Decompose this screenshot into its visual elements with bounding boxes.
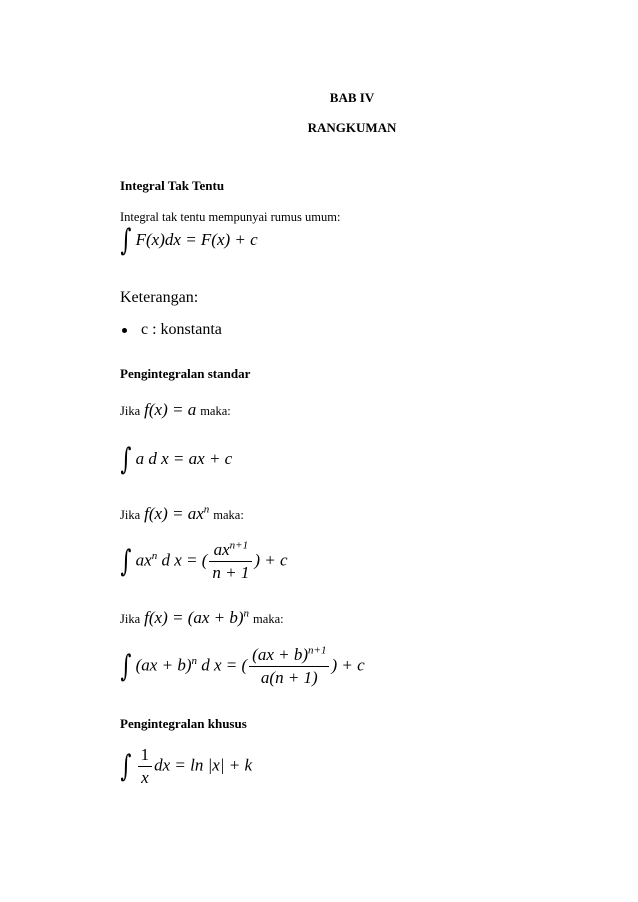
denominator: a(n + 1): [260, 668, 318, 687]
case3-condition: [120, 608, 284, 628]
rhs: ) + c: [254, 550, 288, 570]
section-heading-special: Pengintegralan khusus: [120, 716, 247, 731]
jika-label: Jika: [120, 612, 141, 626]
section-heading-standard: Pengintegralan standar: [120, 366, 251, 381]
denominator: x: [141, 768, 149, 787]
numerator: 1: [138, 745, 153, 767]
jika-label: Jika: [120, 508, 141, 522]
integral-sign-icon: ∫: [120, 442, 132, 477]
integral-sign-icon: ∫: [120, 223, 132, 258]
exponent: n: [191, 654, 197, 667]
exponent: n: [203, 503, 210, 516]
fraction: [138, 745, 153, 788]
note-label: Keterangan:: [120, 289, 199, 306]
rhs: ) + c: [331, 655, 365, 675]
formula-case3: [118, 645, 365, 688]
integral-sign-icon: ∫: [120, 543, 132, 579]
lhs-base: (ax + b): [135, 655, 192, 675]
exponent: n: [243, 607, 250, 620]
formula-general-integral: [118, 223, 258, 258]
exponent: n+1: [229, 539, 249, 552]
maka-label: maka:: [253, 612, 284, 626]
case3-cond: f(x) = (ax + b): [144, 608, 244, 627]
case1-condition: [120, 400, 231, 420]
denominator: n + 1: [212, 563, 250, 582]
case2-cond: f(x) = ax: [144, 504, 204, 523]
fraction: [209, 540, 252, 583]
section-intro-text: Integral tak tentu mempunyai rumus umum:: [120, 210, 341, 224]
chapter-title: RANGKUMAN: [307, 120, 397, 135]
numerator: (ax + b): [252, 645, 309, 664]
section-heading-integral-tak-tentu: Integral Tak Tentu: [120, 178, 225, 193]
maka-label: maka:: [213, 508, 244, 522]
bullet-text: c : konstanta: [141, 321, 222, 338]
maka-label: maka:: [200, 404, 231, 418]
rhs: dx = ln |x| + k: [154, 755, 253, 775]
exponent: n: [151, 549, 158, 562]
lhs-dx: d x = (: [157, 550, 208, 570]
chapter-number: BAB IV: [329, 90, 375, 105]
formula-case2: [118, 540, 288, 583]
lhs-dx: d x = (: [196, 655, 248, 675]
numerator: ax: [213, 540, 230, 559]
integral-sign-icon: ∫: [120, 648, 132, 684]
formula-special: [118, 745, 252, 788]
exponent: n+1: [308, 644, 327, 657]
formula-text: a d x = ax + c: [135, 448, 233, 468]
case1-cond: f(x) = a: [144, 400, 197, 419]
fraction: [249, 645, 329, 688]
formula-text: F(x)dx = F(x) + c: [135, 229, 258, 249]
case2-condition: [120, 504, 244, 524]
bullet-icon: [122, 328, 127, 333]
integral-sign-icon: ∫: [120, 748, 132, 784]
jika-label: Jika: [120, 404, 141, 418]
lhs-base: ax: [135, 550, 152, 570]
formula-case1: [118, 442, 233, 477]
bullet-item: [120, 321, 222, 339]
